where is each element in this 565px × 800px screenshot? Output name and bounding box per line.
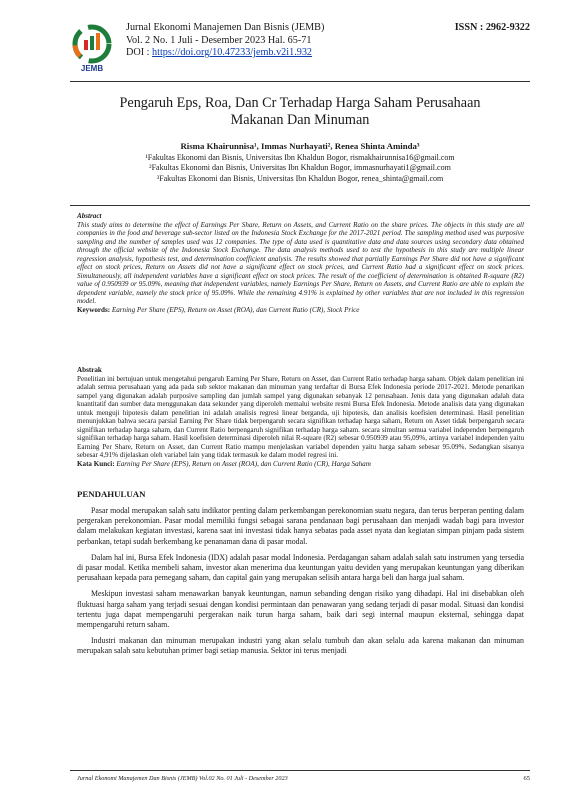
abstrak-text: Penelitian ini bertujuan untuk mengetahui pengaruh Earning Per Share, Return on Asset, dan Current Ratio terhadap harga saham. Objek dalam penelitian ini adalah semua perusahaan yang ada pada sub sektor makanan dan minuman yang terdaftar di Bursa Efek Indonesia periode 2017-2021. Metode penarikan sampel yang digunakan adalah purposive sampling dan jumlah sampel yang digunakan sebanyak 12 perusahaan. Jenis data yang digunakan adalah data kuantitatif dan sumber data menggunakan data sekunder yang diperoleh memalui website resmi Bursa Efek Indonesia. Metode analisis data yang digunakan untuk menguji hipotesis dalam penelitian ini adalah analisis regresi linear berganda, uji hipotesis, dan analisis koefisien determinasi. Hasil penelitian menunjukkan bahwa secara parsial Earning Per Share tidak berpengaruh secara signifikan terhadap harga saham, Return on Asset tidak berpengaruh secara signifikan terhadap harga saham, dan Current Ratio berpengaruh signifikan terhadap harga saham. secara simultan semua variabel independen berpengaruh signifikan terhadap harga saham. Hasil koefisien determinasi diperoleh nilai R-square (R2) sebesar 0.950939 atau 95,09%, artinya variabel independen yaitu Earning Per Share, Return on Asset, dan Current Ratio mampu menjelaskan variabel dependen yaitu harga saham sebesar 95.09%. Sedangkan sisanya sebesar 4,91% dijelaskan oleh variabel lain yang tidak termasuk ke dalam model regresi ini. bbox=[77, 374, 524, 460]
title-line-1: Pengaruh Eps, Roa, Dan Cr Terhadap Harga Saham Perusahaan bbox=[119, 95, 481, 111]
kata-kunci bbox=[77, 460, 524, 469]
keywords-text: Earning Per Share (EPS), Return on Asset (ROA), dan Current Ratio (CR), Stock Price bbox=[110, 306, 360, 315]
issn: ISSN : 2962-9322 bbox=[454, 22, 530, 33]
affiliation-2: ²Fakultas Ekonomi dan Bisnis, Universitas Ibn Khaldun Bogor, immasnurhayati1@gmail.com bbox=[149, 163, 451, 173]
abstract-rule bbox=[70, 205, 530, 206]
authors: Risma Khairunnisa¹, Immas Nurhayati², Renea Shinta Aminda³ bbox=[180, 141, 420, 151]
header-rule bbox=[70, 81, 530, 82]
paragraph-1: Pasar modal merupakan salah satu indikator penting dalam perkembangan perekonomian suatu negara, dan terus berperan penting dalam pergerakan perekonomian. Pasar modal memiliki fungsi sebagai sarana pendanaan bagi perusahaan dan menjadi wadah bagi para investor dalam melakukan kegiatan investasi, karena saat ini investasi tidak hanya sebatas pada asset nyata dan kegiatan simpan pinjam pada sistem perbankan, tetapi sudah berkembang ke penanaman dana di pasar modal. bbox=[77, 506, 524, 546]
logo-text: JEMB bbox=[80, 64, 104, 73]
footer-rule bbox=[70, 770, 530, 771]
keywords bbox=[77, 306, 524, 315]
affiliation-1: ¹Fakultas Ekonomi dan Bisnis, Universitas Ibn Khaldun Bogor, rismakhairunnisa16@gmail.com bbox=[145, 153, 455, 162]
abstract-english bbox=[77, 212, 524, 315]
kata-kunci-text: Earning Per Share (EPS), Return on Asset (ROA), dan Current Ratio (CR), Harga Saham bbox=[114, 460, 371, 469]
doi-link[interactable]: https://doi.org/10.47233/jemb.v2i1.932 bbox=[152, 47, 313, 59]
paragraph-4: Industri makanan dan minuman merupakan industri yang akan selalu tumbuh dan akan selalu ada karena makanan dan minuman merupakan salah satu kebutuhan primer bagi setiap manusia. Sektor ini terus menjadi bbox=[77, 636, 524, 656]
abstract-text: This study aims to determine the effect of Earnings Per Share, Return on Assets, and Current Ratio on the share prices. The objects in this study are all companies in the food and beverage sub-sector listed on the Indonesia Stock Exchange for the 2017-2021 period. The sampling method used was purposive sampling and the number of samples used was 12 companies. The type of data used is quantitative data and data sources using secondary data obtained through the official website of the Indonesia Stock Exchange. The data analysis methods used to test the hypothesis in this study are multiple linear regression analysis, hypothesis test, and determination coefficient analysis. The results showed that partially Earnings Per Share did not have a significant effect on stock prices, Return on Assets did not have a significant effect on stock prices, and Current Ratio had a significant effect on stock prices. Simultaneously, all independent variables have a significant effect on stock prices. The result of the coefficient of determination is obtained R-square (R2) value of 0.950939 or 95.09%, meaning that independent variables, namely Earnings Per Share, Return on Assets, and Current Ratio are able to explain the dependent variable, namely the stock price of 95.09%. While the remaining 4.91% is explained by other variables that are not included in this regression model. bbox=[77, 220, 524, 306]
affiliation-3: ³Fakultas Ekonomi dan Bisnis, Universitas Ibn Khaldun Bogor, renea_shinta@gmail.com bbox=[156, 173, 444, 183]
footer-text: Jurnal Ekonomi Manajemen Dan Bisnis (JEMB) Vol.02 No. 01 Juli - Desember 2023 bbox=[77, 775, 288, 782]
abstrak-heading: Abstrak bbox=[77, 366, 102, 374]
doi-label: DOI : bbox=[126, 47, 153, 59]
journal-header bbox=[70, 22, 530, 80]
keywords-label: Keywords: bbox=[77, 306, 111, 315]
page-number: 65 bbox=[523, 775, 530, 782]
abstract-indonesian bbox=[77, 366, 524, 469]
paper-title bbox=[70, 95, 530, 128]
journal-name: Jurnal Ekonomi Manajemen Dan Bisnis (JEMB) bbox=[126, 22, 325, 33]
doi-line bbox=[126, 47, 324, 60]
kata-kunci-label: Kata Kunci: bbox=[77, 460, 115, 469]
section-title: PENDAHULUAN bbox=[77, 489, 146, 499]
jemb-logo bbox=[70, 24, 114, 74]
journal-volume: Vol. 2 No. 1 Juli - Desember 2023 Hal. 65-71 bbox=[126, 34, 312, 46]
abstract-heading: Abstract bbox=[77, 212, 102, 220]
paragraph-2: Dalam hal ini, Bursa Efek Indonesia (IDX) adalah pasar modal Indonesia. Perdagangan saham adalah salah satu instrumen yang tersedia di pasar modal. Ketika membeli saham, investor akan menerima dua keuntungan yaitu deviden yang merupakan keuntungan yang diberikan perusahaan kepada para pemegang saham, dan capital gain yang merupakan selisih antara harga beli dan harga jual saham. bbox=[77, 552, 524, 583]
affiliations bbox=[70, 153, 530, 184]
paragraph-3: Meskipun investasi saham menawarkan banyak keuntungan, namun sebanding dengan risiko yang dihadapi. Hal ini disebabkan oleh fluktuasi harga saham yang terjadi sesuai dengan kondisi permintaan dan penawaran yang sedang terjadi di pasar modal. Situasi dan kondisi tertentu juga dapat mempengaruhi pergerakan naik turun harga saham, baik dari segi internal maupun eksternal, sehingga dapat mempengaruhi return saham. bbox=[77, 589, 524, 630]
section-body bbox=[77, 506, 524, 663]
title-line-2: Makanan Dan Minuman bbox=[230, 111, 370, 128]
